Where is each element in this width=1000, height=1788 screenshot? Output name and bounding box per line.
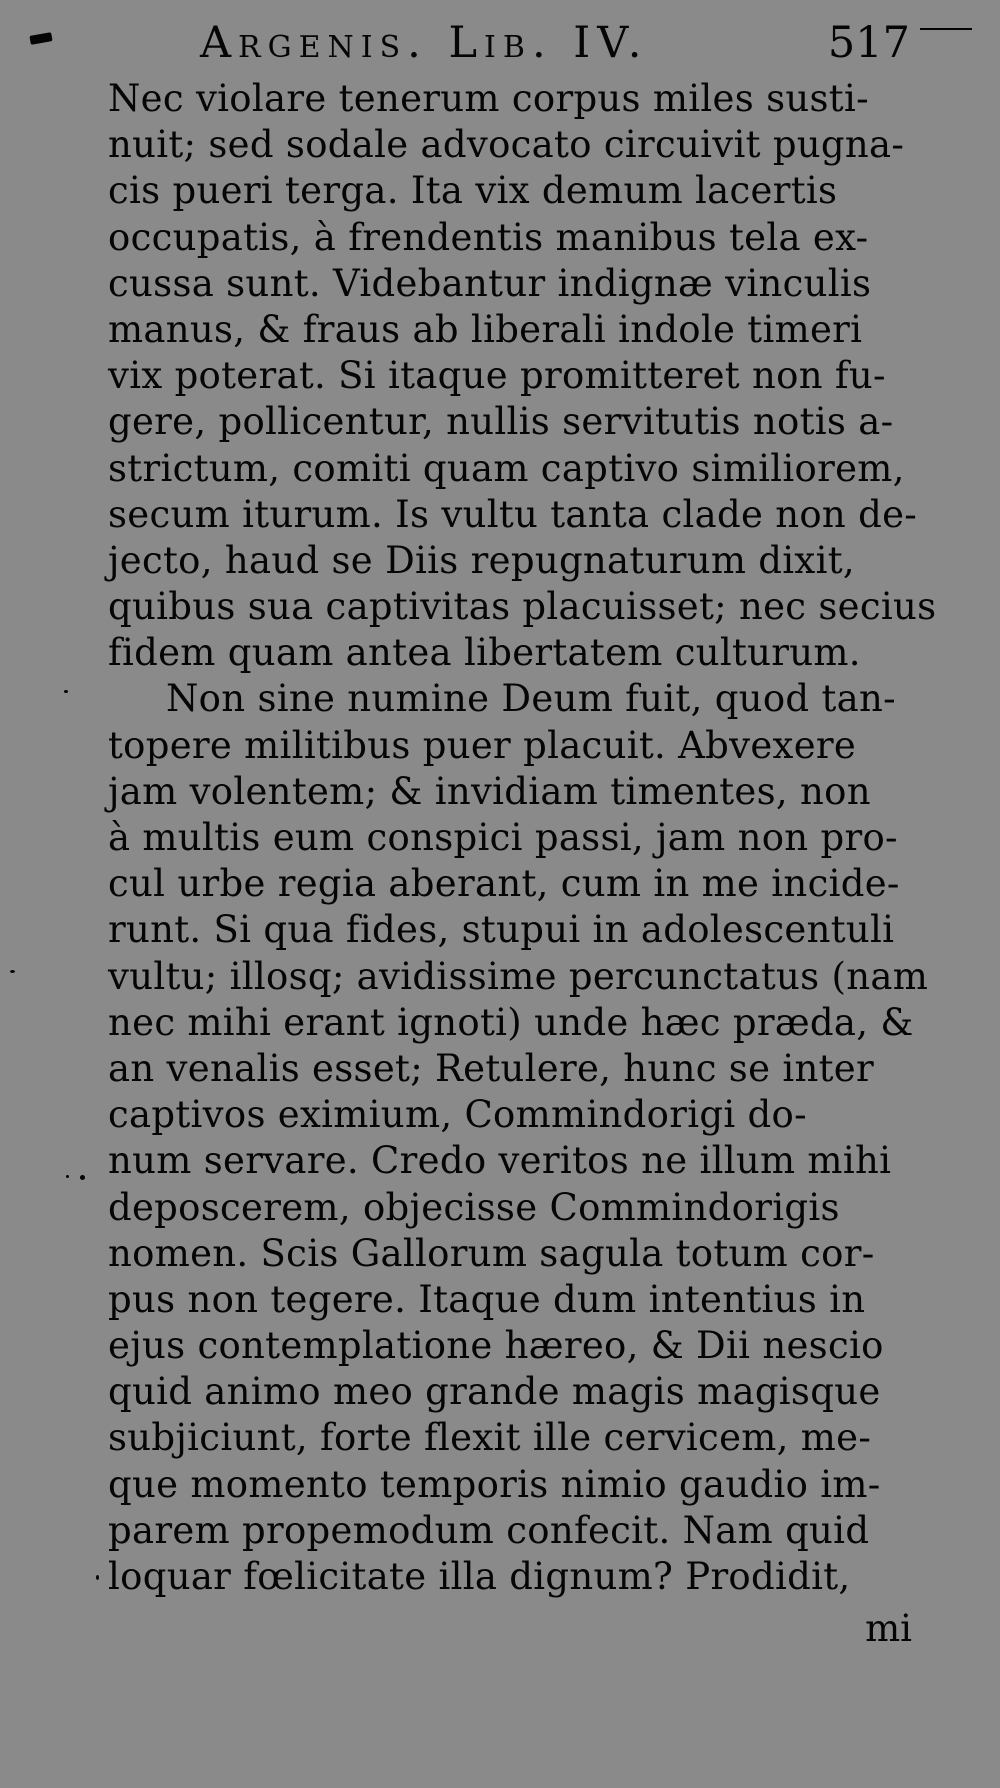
text-line: cis pueri terga. Ita vix demum lacertis: [108, 169, 838, 213]
text-line: nec mihi erant ignoti) unde hæc præda, &: [108, 1000, 914, 1044]
text-line: nomen. Scis Gallorum sagula totum cor-: [108, 1231, 875, 1275]
paragraph-start-line: Non sine numine Deum fuit, quod tan-: [166, 677, 896, 721]
scan-speck: [10, 970, 15, 973]
text-line: cul urbe regia aberant, cum in me incide-: [108, 862, 900, 906]
body-text: [108, 76, 937, 1600]
text-line: parem propemodum confecit. Nam quid: [108, 1508, 870, 1552]
text-line: num servare. Credo veritos ne illum mihi: [108, 1139, 892, 1183]
text-line: vultu; illosq; avidissime percunctatus (nam: [108, 954, 929, 998]
text-line: loquar fœlicitate illa dignum? Prodidit,: [108, 1555, 851, 1598]
scan-speck: [66, 1175, 69, 1178]
page-edge-mark: [920, 28, 972, 30]
catchword: mi: [865, 1607, 912, 1650]
text-line: Nec violare tenerum corpus miles susti-: [108, 77, 869, 120]
scan-speck: [29, 32, 52, 45]
text-line: que momento temporis nimio gaudio im-: [108, 1462, 881, 1506]
running-head-title: Argenis. Lib. IV.: [200, 18, 649, 68]
text-line: vix poterat. Si itaque promitteret non fu-: [108, 354, 886, 398]
text-line: ejus contemplatione hæreo, & Dii nescio: [108, 1324, 884, 1368]
text-line: topere militibus puer placuit. Abvexere: [108, 723, 857, 767]
text-line: nuit; sed sodale advocato circuivit pugna-: [108, 123, 905, 167]
text-line: manus, & fraus ab liberali indole timeri: [108, 307, 863, 351]
text-line: pus non tegere. Itaque dum intentius in: [108, 1277, 866, 1321]
text-line: cussa sunt. Videbantur indignæ vinculis: [108, 261, 872, 305]
text-line: captivos eximium, Commindorigi do-: [108, 1093, 807, 1137]
scan-speck: [96, 1575, 99, 1580]
text-line: gere, pollicentur, nullis servitutis notis a-: [108, 400, 894, 444]
text-line: an venalis esset; Retulere, hunc se inter: [108, 1046, 874, 1090]
text-line: strictum, comiti quam captivo similiorem,: [108, 446, 905, 490]
text-line: quid animo meo grande magis magisque: [108, 1370, 881, 1414]
text-line: runt. Si qua fides, stupui in adolescentuli: [108, 908, 895, 952]
page-number: 517: [827, 18, 910, 68]
text-line: deposcerem, objecisse Commindorigis: [108, 1185, 840, 1229]
scan-speck: [64, 690, 68, 693]
text-line: à multis eum conspici passi, jam non pro-: [108, 816, 898, 859]
text-line: secum iturum. Is vultu tanta clade non de-: [108, 492, 918, 536]
text-line: quibus sua captivitas placuisset; nec secius: [108, 585, 937, 629]
text-line: subjiciunt, forte flexit ille cervicem, me-: [108, 1416, 872, 1460]
text-line: fidem quam antea libertatem culturum.: [108, 631, 861, 675]
text-line: jecto, haud se Diis repugnaturum dixit,: [108, 538, 855, 582]
text-line: occupatis, à frendentis manibus tela ex-: [108, 215, 869, 259]
text-line: jam volentem; & invidiam timentes, non: [108, 769, 871, 813]
running-head: [200, 18, 910, 78]
scan-speck: [80, 1175, 85, 1180]
